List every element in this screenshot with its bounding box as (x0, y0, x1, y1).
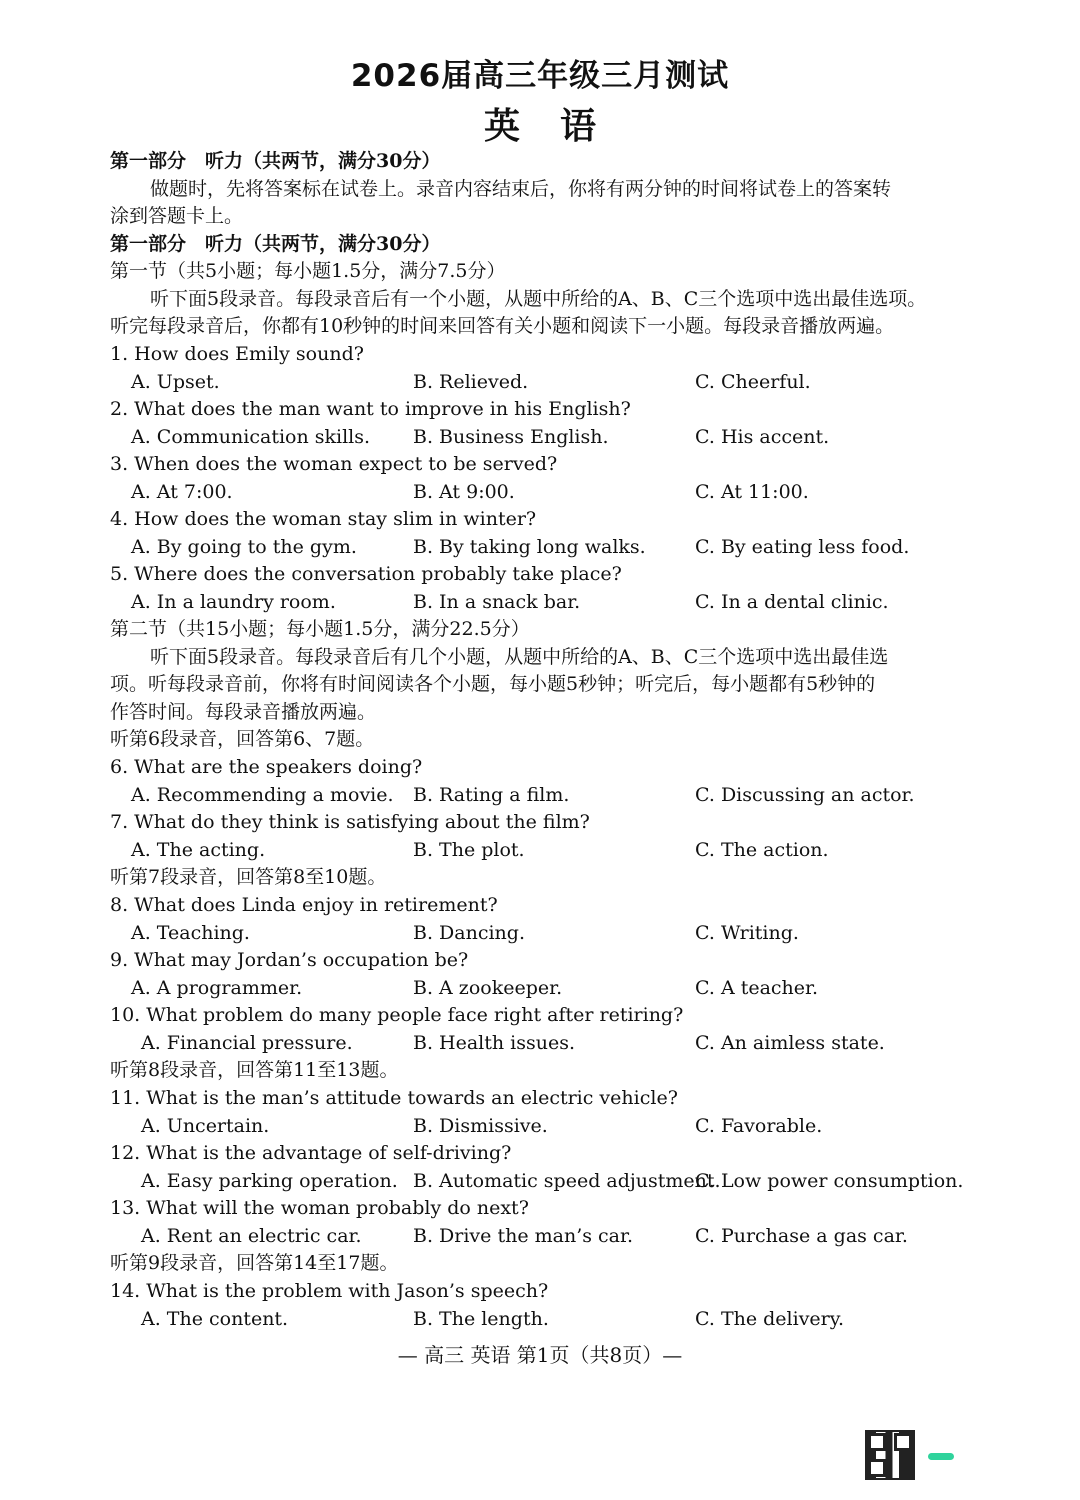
option-3a: A. At 7:00. (131, 481, 233, 503)
question-11: 11. What is the man’s attitude towards an electric vehicle? (110, 1087, 678, 1109)
option-5a: A. In a laundry room. (131, 591, 336, 613)
option-10a: A. Financial pressure. (141, 1032, 353, 1054)
option-7b: B. The plot. (413, 839, 525, 861)
section2-heading: 第二节（共15小题；每小题1.5分，满分22.5分） (110, 618, 530, 640)
option-10b: B. Health issues. (413, 1032, 576, 1054)
option-7a: A. The acting. (131, 839, 266, 861)
section1-instruction-line2: 听完每段录音后，你都有10秒钟的时间来回答有关小题和阅读下一小题。每段录音播放两遍。 (110, 315, 895, 337)
option-5c: C. In a dental clinic. (695, 591, 889, 613)
option-4a: A. By going to the gym. (131, 536, 357, 558)
option-11b: B. Dismissive. (413, 1115, 548, 1137)
option-12a: A. Easy parking operation. (141, 1170, 398, 1192)
option-6c: C. Discussing an actor. (695, 784, 915, 806)
question-8: 8. What does Linda enjoy in retirement? (110, 894, 498, 916)
option-12b: B. Automatic speed adjustment. (413, 1170, 721, 1192)
question-3: 3. When does the woman expect to be served? (110, 453, 558, 475)
green-bar-icon (928, 1453, 954, 1460)
section2-instruction-line3: 作答时间。每段录音播放两遍。 (110, 701, 377, 723)
option-8a: A. Teaching. (131, 922, 250, 944)
option-12c: C. Low power consumption. (695, 1170, 964, 1192)
section2-instruction-line2: 项。听每段录音前，你将有时间阅读各个小题，每小题5秒钟；听完后，每小题都有5秒钟的 (110, 673, 876, 695)
question-5: 5. Where does the conversation probably take place? (110, 563, 622, 585)
option-4b: B. By taking long walks. (413, 536, 646, 558)
option-1c: C. Cheerful. (695, 371, 811, 393)
option-7c: C. The action. (695, 839, 829, 861)
exam-subject: 英语 (483, 106, 636, 147)
section2-instruction-line1: 听下面5段录音。每段录音后有几个小题，从题中所给的A、B、C三个选项中选出最佳选 (150, 646, 889, 668)
option-13b: B. Drive the man’s car. (413, 1225, 634, 1247)
option-9c: C. A teacher. (695, 977, 819, 999)
part1-instruction-line2: 涂到答题卡上。 (110, 205, 244, 227)
question-7: 7. What do they think is satisfying about the film? (110, 811, 590, 833)
section1-instruction-line1: 听下面5段录音。每段录音后有一个小题，从题中所给的A、B、C三个选项中选出最佳选项。 (150, 288, 927, 310)
option-1b: B. Relieved. (413, 371, 529, 393)
question-4: 4. How does the woman stay slim in winter? (110, 508, 537, 530)
exam-title: 2026届高三年级三月测试 (350, 58, 730, 94)
option-2a: A. Communication skills. (131, 426, 371, 448)
option-4c: C. By eating less food. (695, 536, 910, 558)
option-14b: B. The length. (413, 1308, 549, 1330)
option-8c: C. Writing. (695, 922, 799, 944)
option-13a: A. Rent an electric car. (141, 1225, 362, 1247)
question-12: 12. What is the advantage of self-driving? (110, 1142, 512, 1164)
option-6a: A. Recommending a movie. (131, 784, 394, 806)
option-6b: B. Rating a film. (413, 784, 570, 806)
audio7-heading: 听第7段录音，回答第8至10题。 (110, 866, 387, 888)
question-1: 1. How does Emily sound? (110, 343, 364, 365)
option-1a: A. Upset. (131, 371, 220, 393)
question-6: 6. What are the speakers doing? (110, 756, 423, 778)
audio6-heading: 听第6段录音，回答第6、7题。 (110, 728, 375, 750)
option-2b: B. Business English. (413, 426, 609, 448)
page-footer: — 高三 英语 第1页（共8页）— (397, 1343, 683, 1367)
question-10: 10. What problem do many people face right after retiring? (110, 1004, 684, 1026)
question-14: 14. What is the problem with Jason’s speech? (110, 1280, 549, 1302)
question-2: 2. What does the man want to improve in his English? (110, 398, 631, 420)
option-10c: C. An aimless state. (695, 1032, 885, 1054)
option-9a: A. A programmer. (131, 977, 303, 999)
question-9: 9. What may Jordan’s occupation be? (110, 949, 469, 971)
option-13c: C. Purchase a gas car. (695, 1225, 908, 1247)
part1-heading: 第一部分 听力（共两节，满分30分） (110, 150, 441, 172)
option-8b: B. Dancing. (413, 922, 525, 944)
option-14c: C. The delivery. (695, 1308, 845, 1330)
question-13: 13. What will the woman probably do next? (110, 1197, 529, 1219)
part1-heading-repeat: 第一部分 听力（共两节，满分30分） (110, 233, 441, 255)
audio9-heading: 听第9段录音，回答第14至17题。 (110, 1252, 399, 1274)
option-11a: A. Uncertain. (141, 1115, 270, 1137)
part1-instruction-line1: 做题时，先将答案标在试卷上。录音内容结束后，你将有两分钟的时间将试卷上的答案转 (150, 178, 892, 200)
option-2c: C. His accent. (695, 426, 830, 448)
qr-code-icon (865, 1430, 915, 1480)
option-3b: B. At 9:00. (413, 481, 515, 503)
section1-heading: 第一节（共5小题；每小题1.5分，满分7.5分） (110, 260, 506, 282)
option-11c: C. Favorable. (695, 1115, 823, 1137)
option-3c: C. At 11:00. (695, 481, 809, 503)
option-14a: A. The content. (141, 1308, 289, 1330)
option-9b: B. A zookeeper. (413, 977, 563, 999)
option-5b: B. In a snack bar. (413, 591, 581, 613)
audio8-heading: 听第8段录音，回答第11至13题。 (110, 1059, 399, 1081)
